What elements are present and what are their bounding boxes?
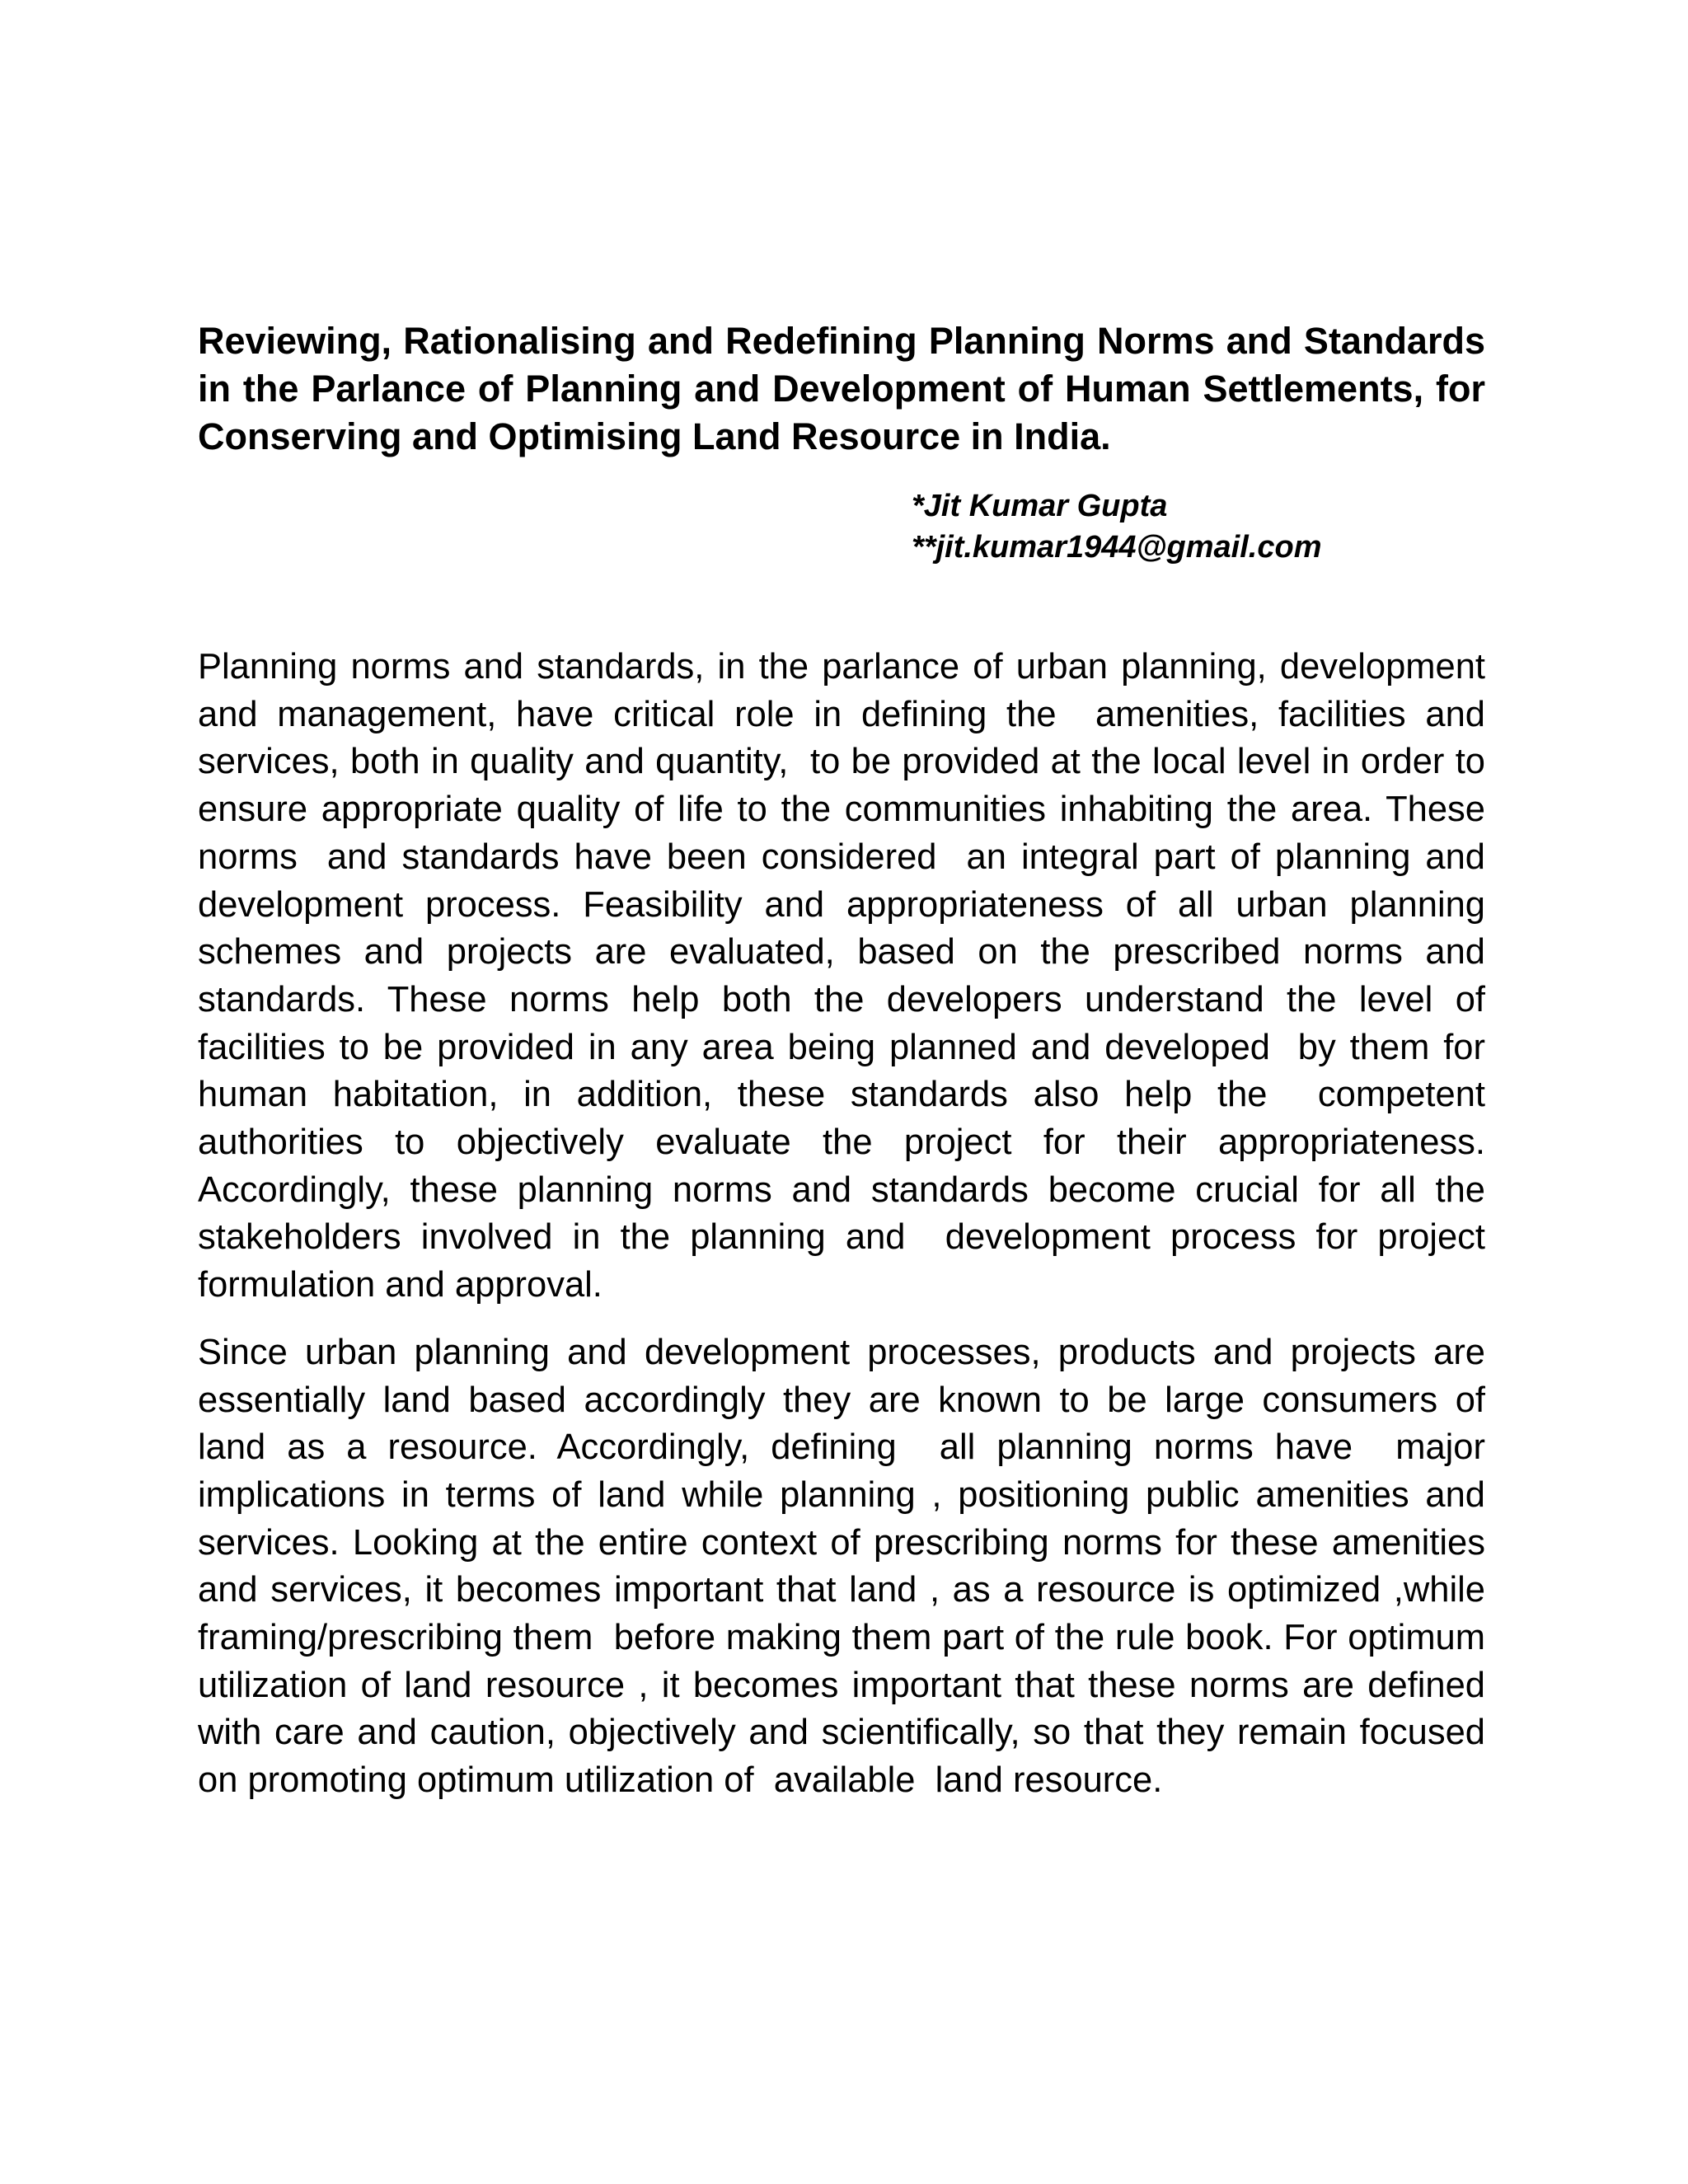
author-name: *Jit Kumar Gupta [912,489,1168,523]
author-email: **jit.kumar1944@gmail.com [912,530,1322,565]
body-paragraph-1: Planning norms and standards, in the parlance of urban planning, development and management, have critical role in defining the amenities, facilities and services, both in quality and quantity, to be provided at the local level in order to ensure appropriate quality of life to the communities inhabiting the area. These norms and standards have been considered an integral part of planning and development process. Feasibility and appropriateness of all urban planning schemes and projects are evaluated, based on the prescribed norms and standards. These norms help both the developers understand the level of facilities to be provided in any area being planned and developed by them for human habitation, in addition, these standards also help the competent authorities to objectively evaluate the project for their appropriateness. Accordingly, these planning norms and standards become crucial for all the stakeholders involved in the planning and development process for project formulation and approval. [198,647,1496,1305]
document-page [198,317,1506,1805]
author-block [912,485,1485,568]
document-title: Reviewing, Rationalising and Redefining Planning Norms and Standards in the Parlance of Planning and Development of Human Settlements, for Conserving and Optimising Land Resource in India. [198,320,1485,457]
body-paragraph-2: Since urban planning and development processes, products and projects are essentially land based accordingly they are known to be large consumers of land as a resource. Accordingly, defining all planning norms have major implications in terms of land while planning , positioning public amenities and services. Looking at the entire context of prescribing norms for these amenities and services, it becomes important that land , as a resource is optimized ,while framing/prescribing them before making them part of the rule book. For optimum utilization of land resource , it becomes important that these norms are defined with care and caution, objectively and scientifically, so that they remain focused on promoting optimum utilization of available land resource. [198,1332,1506,1801]
